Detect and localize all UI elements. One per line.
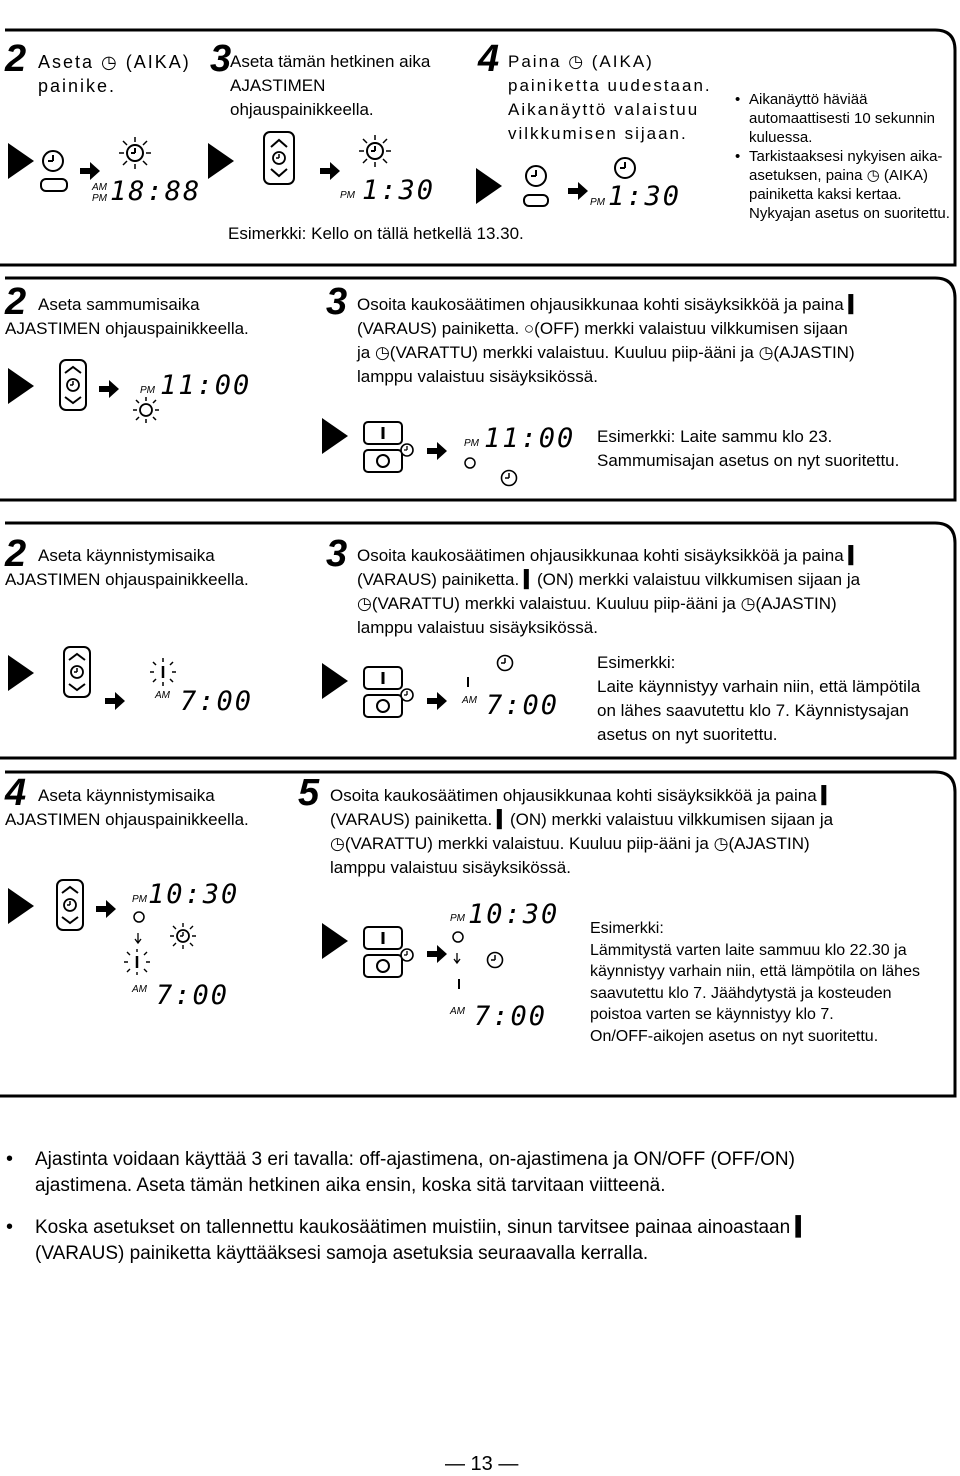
step-line: ja ◷(VARATTU) merkki valaistuu. Kuuluu piip-ääni ja ◷(AJASTIN) bbox=[357, 343, 855, 362]
footer-line: Koska asetukset on tallennettu kaukosäätimen muistiin, sinun tarvitsee painaa ainoastaan ▍ bbox=[35, 1217, 811, 1238]
step-text-line2: AJASTIMEN ohjauspainikkeella. bbox=[5, 570, 249, 589]
step-line: ◷(VARATTU) merkki valaistuu. Kuuluu piip-ääni ja ◷(AJASTIN) bbox=[357, 594, 837, 613]
play-triangle-icon bbox=[8, 368, 34, 404]
bullet: • bbox=[6, 1148, 14, 1170]
step-number: 3 bbox=[210, 38, 232, 80]
time-display: 1:30 bbox=[608, 181, 682, 212]
play-triangle-icon bbox=[322, 923, 348, 959]
play-triangle-icon bbox=[8, 888, 34, 924]
note-list bbox=[735, 90, 950, 223]
sun-blink-icon bbox=[357, 133, 393, 169]
footer-bullet bbox=[35, 1147, 945, 1199]
sun-blink-icon bbox=[131, 395, 161, 425]
play-triangle-icon bbox=[8, 655, 34, 691]
step-text: Aseta ◷ (AIKA) painike. bbox=[38, 52, 191, 96]
example-line: poistoa varten se käynnistyy klo 7. bbox=[590, 1006, 834, 1023]
clock-icon bbox=[485, 950, 505, 970]
time-display-bottom: 7:00 bbox=[474, 1001, 548, 1032]
step-number: 4 bbox=[5, 772, 27, 814]
example-line: käynnistyy varhain niin, että lämpötila on lähes bbox=[590, 963, 920, 980]
on-bar-blink-icon bbox=[123, 948, 151, 976]
example-text bbox=[597, 425, 899, 473]
step-line: lamppu valaistuu sisäyksikössä. bbox=[357, 618, 598, 637]
step-line: Osoita kaukosäätimen ohjausikkunaa kohti sisäyksikköä ja paina ▍ bbox=[357, 295, 862, 314]
time-display-bottom: 7:00 bbox=[156, 980, 230, 1011]
step-text bbox=[357, 544, 942, 640]
on-bar-blink-icon bbox=[148, 657, 178, 687]
pm-label: PM bbox=[590, 197, 605, 208]
example-text: Esimerkki: Kello on tällä hetkellä 13.30. bbox=[228, 224, 524, 243]
footer-bullet bbox=[35, 1215, 945, 1267]
footer-line: (VARAUS) painiketta käyttääksesi samoja asetuksia seuraavalla kerralla. bbox=[35, 1243, 649, 1264]
step-number: 3 bbox=[326, 533, 348, 575]
pm-label: PM bbox=[92, 193, 107, 204]
pm-label: PM bbox=[132, 894, 147, 905]
time-display-top: 10:30 bbox=[148, 879, 240, 910]
reserve-button-icon[interactable] bbox=[362, 420, 417, 475]
am-label: AM bbox=[462, 695, 477, 706]
on-bar-icon bbox=[464, 676, 472, 688]
example-line: saavutettu klo 7. Jäähdytystä ja kosteuden bbox=[590, 984, 892, 1002]
on-bar-icon bbox=[455, 978, 463, 990]
example-line: Sammumisajan asetus on nyt suoritettu. bbox=[597, 451, 900, 470]
example-line: On/OFF-aikojen asetus on nyt suoritettu. bbox=[590, 1027, 879, 1045]
arrow-right-icon bbox=[425, 943, 449, 965]
am-label: AM bbox=[92, 182, 107, 193]
remote-button[interactable] bbox=[40, 178, 68, 192]
reserve-button-icon[interactable] bbox=[362, 925, 417, 980]
play-triangle-icon bbox=[476, 168, 502, 204]
step-text: Aseta tämän hetkinen aika AJASTIMEN ohjauspainikkeella. bbox=[230, 52, 431, 119]
off-circle-icon bbox=[132, 910, 146, 924]
arrow-right-icon bbox=[94, 898, 118, 920]
time-display: 1:30 bbox=[362, 175, 436, 206]
play-triangle-icon bbox=[8, 143, 34, 179]
up-down-remote-icon[interactable] bbox=[55, 878, 85, 932]
step-line: lamppu valaistuu sisäyksikössä. bbox=[330, 858, 571, 877]
step-text-line1: Aseta sammumisaika bbox=[38, 295, 200, 314]
am-label: AM bbox=[132, 984, 147, 995]
step-line: (VARAUS) painiketta. ▍(ON) merkki valaistuu vilkkumisen sijaan ja bbox=[330, 810, 834, 829]
clock-icon bbox=[499, 468, 519, 488]
off-circle-icon bbox=[451, 930, 465, 944]
step-number: 3 bbox=[326, 281, 348, 323]
step-text bbox=[330, 784, 942, 880]
up-down-remote-icon[interactable] bbox=[58, 358, 88, 412]
step-line: (VARAUS) painiketta. ▍(ON) merkki valaistuu vilkkumisen sijaan ja bbox=[357, 570, 861, 589]
time-display-top: 10:30 bbox=[468, 899, 560, 930]
step-text: Paina ◷ (AIKA) painiketta uudestaan. Aikanäyttö valaistuu vilkkumisen sijaan. bbox=[508, 52, 712, 143]
clock-icon bbox=[612, 155, 638, 181]
off-circle-icon bbox=[463, 456, 477, 470]
time-display: 7:00 bbox=[486, 690, 560, 721]
step-number: 4 bbox=[478, 38, 500, 80]
step-number: 2 bbox=[5, 281, 27, 323]
down-arrow-icon bbox=[133, 932, 143, 946]
example-text bbox=[597, 651, 920, 747]
arrow-right-icon bbox=[97, 378, 121, 400]
step-number: 2 bbox=[5, 38, 27, 80]
sun-blink-icon bbox=[117, 135, 153, 171]
footer-line: Ajastinta voidaan käyttää 3 eri tavalla: off-ajastimena, on-ajastimena ja ON/OFF (OFF/ON) bbox=[35, 1149, 795, 1170]
clock-icon[interactable] bbox=[40, 148, 66, 174]
example-line: Esimerkki: bbox=[597, 653, 676, 672]
time-display: 18:88 bbox=[110, 176, 202, 207]
note-item: • Aikanäyttö häviää automaattisesti 10 sekunnin kuluessa. bbox=[735, 91, 935, 146]
example-line: Esimerkki: Laite sammu klo 23. bbox=[597, 427, 833, 446]
play-triangle-icon bbox=[322, 418, 348, 454]
page-number: — 13 — bbox=[445, 1453, 519, 1475]
step-text-line2: AJASTIMEN ohjauspainikkeella. bbox=[5, 319, 249, 338]
step-line: Osoita kaukosäätimen ohjausikkunaa kohti sisäyksikköä ja paina ▍ bbox=[357, 546, 862, 565]
step-text bbox=[357, 293, 942, 389]
note-item: • Tarkistaaksesi nykyisen aika-asetuksen, paina ◷ (AIKA) painiketta kaksi kertaa. Nykyajan asetus on suoritettu. bbox=[735, 148, 950, 222]
play-triangle-icon bbox=[322, 663, 348, 699]
down-arrow-icon bbox=[452, 952, 462, 966]
arrow-right-icon bbox=[566, 180, 590, 202]
step-line: Osoita kaukosäätimen ohjausikkunaa kohti sisäyksikköä ja paina ▍ bbox=[330, 786, 835, 805]
step-text-line1: Aseta käynnistymisaika bbox=[38, 786, 215, 805]
pm-label: PM bbox=[140, 385, 155, 396]
step-text-line2: AJASTIMEN ohjauspainikkeella. bbox=[5, 810, 249, 829]
step-number: 2 bbox=[5, 533, 27, 575]
arrow-right-icon bbox=[425, 440, 449, 462]
sun-blink-icon bbox=[169, 922, 197, 950]
arrow-right-icon bbox=[103, 690, 127, 712]
arrow-right-icon bbox=[78, 160, 102, 182]
step-line: lamppu valaistuu sisäyksikössä. bbox=[357, 367, 598, 386]
bullet: • bbox=[6, 1216, 14, 1238]
example-line: on lähes saavutettu klo 7. Käynnistysajan bbox=[597, 701, 909, 720]
step-line: (VARAUS) painiketta. ○(OFF) merkki valaistuu vilkkumisen sijaan bbox=[357, 319, 848, 338]
example-line: Laite käynnistyy varhain niin, että lämpötila bbox=[597, 677, 921, 696]
example-line: asetus on nyt suoritettu. bbox=[597, 725, 778, 744]
pm-label: PM bbox=[464, 438, 479, 449]
play-triangle-icon bbox=[208, 143, 234, 179]
reserve-button-icon[interactable] bbox=[362, 665, 417, 720]
example-line: Esimerkki: bbox=[590, 920, 664, 937]
time-display: 7:00 bbox=[180, 686, 254, 717]
clock-icon bbox=[495, 653, 515, 673]
step-line: ◷(VARATTU) merkki valaistuu. Kuuluu piip-ääni ja ◷(AJASTIN) bbox=[330, 834, 810, 853]
step-text-line1: Aseta käynnistymisaika bbox=[38, 546, 215, 565]
arrow-right-icon bbox=[425, 690, 449, 712]
arrow-right-icon bbox=[318, 160, 342, 182]
up-down-remote-icon[interactable] bbox=[262, 130, 296, 186]
remote-button[interactable] bbox=[523, 194, 549, 207]
time-display: 11:00 bbox=[484, 423, 576, 454]
clock-icon[interactable] bbox=[523, 163, 549, 189]
pm-label: PM bbox=[340, 190, 355, 201]
footer-line: ajastimena. Aseta tämän hetkinen aika ensin, koska sitä tarvitaan viitteenä. bbox=[35, 1175, 666, 1196]
time-display: 11:00 bbox=[160, 370, 252, 401]
am-label: AM bbox=[155, 690, 170, 701]
example-line: Lämmitystä varten laite sammuu klo 22.30 ja bbox=[590, 941, 907, 959]
example-text bbox=[590, 918, 950, 1047]
pm-label: PM bbox=[450, 913, 465, 924]
step-number: 5 bbox=[298, 772, 320, 814]
up-down-remote-icon[interactable] bbox=[62, 645, 92, 699]
am-label: AM bbox=[450, 1006, 465, 1017]
